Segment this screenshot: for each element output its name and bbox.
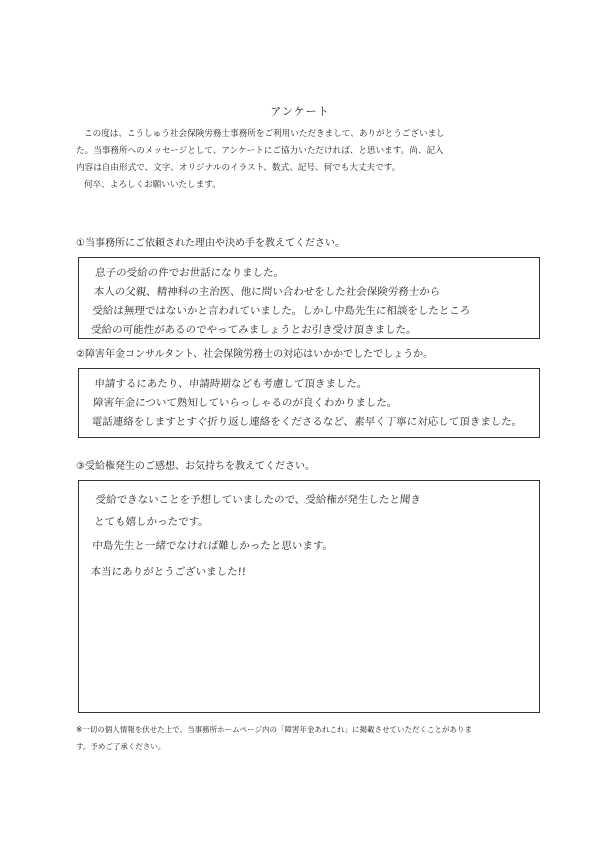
intro-text	[76, 126, 546, 194]
answer-line: 本当にありがとうございました!!	[90, 566, 247, 578]
answer-line: 申請するにあたり、申請時期なども考慮して頂きました。	[93, 378, 368, 390]
question-3-label: ③受給権発生のご感想、お気持ちを教えてください。	[76, 461, 315, 472]
answer-line: 障害年金について熟知していらっしゃるのが良くわかりました。	[92, 397, 398, 409]
answer-line: 電話連絡をしますとすぐ折り返し連絡をくださるなど、素早く丁寧に対応して頂きました。	[91, 416, 523, 428]
question-3-answer-box	[78, 480, 540, 713]
question-1-label: ①当事務所にご依頼された理由や決め手を教えてください。	[76, 238, 345, 249]
footnote-line: す。予めご了承ください。	[76, 742, 166, 751]
footnote-line: ※一切の個人情報を伏せた上で、当事務所ホームページ内の「障害年金あれこれ」に掲載させていただくことがありま	[76, 725, 472, 734]
answer-line: 中島先生と一緒でなければ難しかったと思います。	[91, 540, 334, 552]
answer-line: 本人の父親、精神科の主治医、他に問い合わせをした社会保険労務士から	[93, 286, 441, 298]
question-2-answer-box	[78, 368, 540, 438]
question-1-answer	[90, 264, 533, 340]
question-2-label: ②障害年金コンサルタント、社会保険労務士の対応はいかかでしたでしょうか。	[76, 349, 434, 360]
intro-line: 内容は自由形式で、文字、オリジナルのイラスト、数式、記号、何でも大丈夫です。	[76, 163, 401, 173]
page-title: アンケート	[270, 105, 330, 118]
intro-line: この度は、こうしゅう社会保険労務士事務所をご利用いただきまして、ありがとうございまし	[84, 129, 445, 139]
intro-line: 何卒、よろしくお願いいたします。	[84, 180, 221, 190]
answer-line: 受給は無理ではないかと言われていました。しかし中島先生に相談をしたところ	[91, 305, 471, 317]
question-1-answer-box	[78, 257, 540, 339]
answer-line: とても嬉しかったです。	[93, 516, 210, 528]
question-2-answer	[91, 375, 533, 432]
question-3-answer	[90, 489, 535, 585]
intro-line: た。当事務所へのメッセージとして、アンケートにご協力いただければ、と思います。尚、記入	[76, 146, 444, 156]
answer-line: 息子の受給の件でお世話になりました。	[94, 267, 285, 279]
answer-line: 受給の可能性があるのでやってみましょうとお引き受け頂きました。	[90, 324, 417, 336]
answer-line: 受給できないことを予想していましたので、受給権が発生したと聞き	[95, 494, 422, 506]
footnote	[76, 721, 546, 755]
